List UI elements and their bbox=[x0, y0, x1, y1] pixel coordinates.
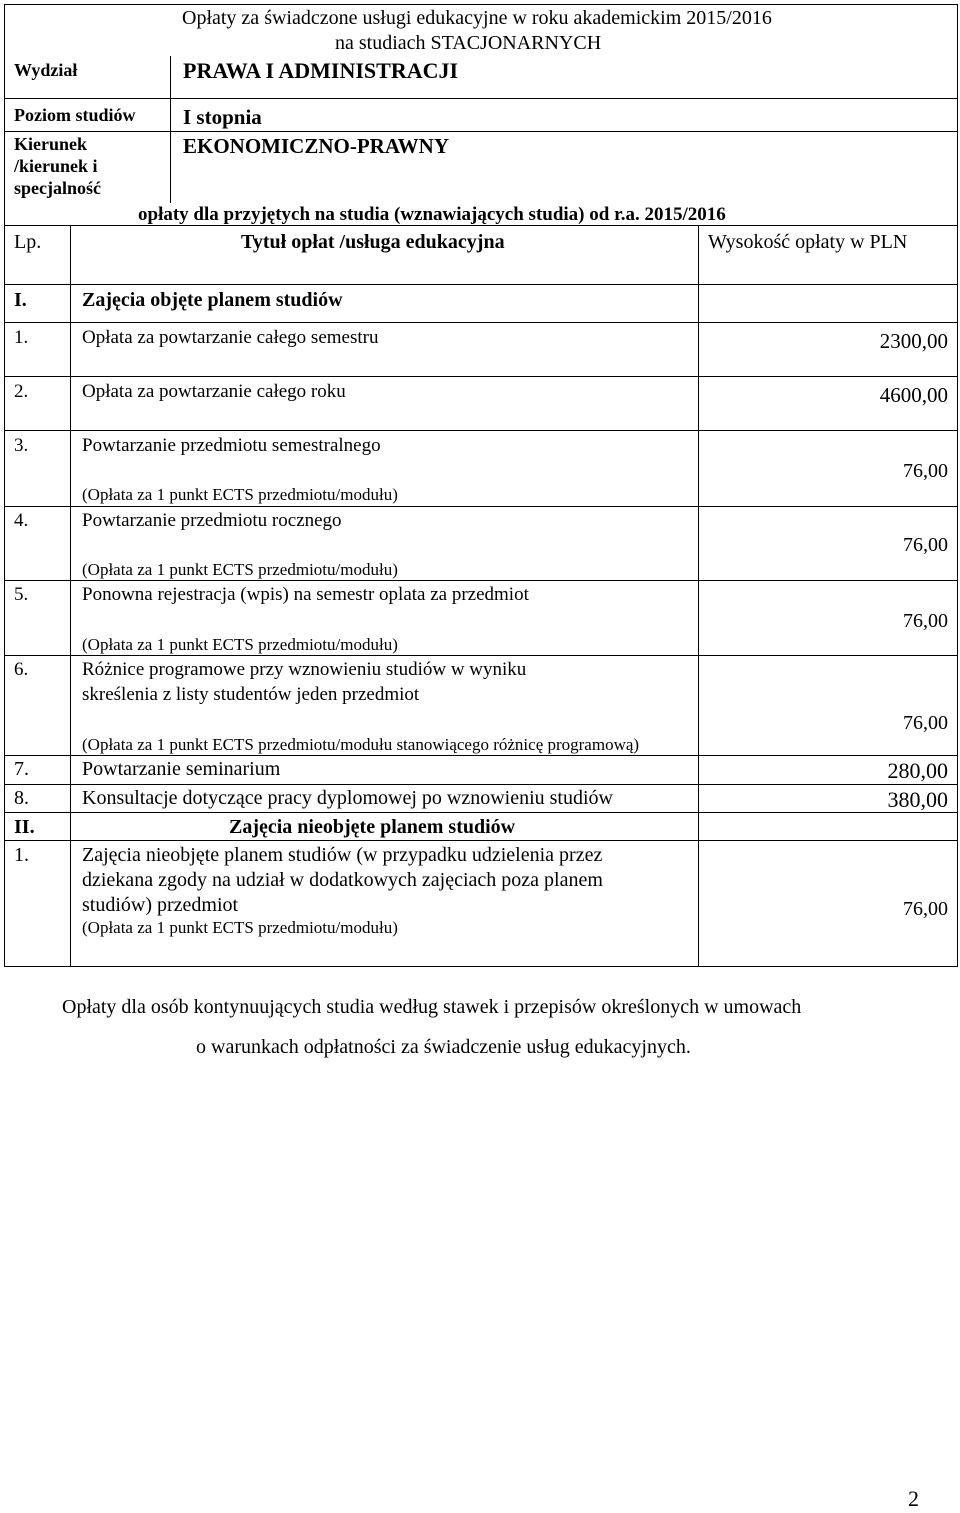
meta-divider bbox=[170, 56, 171, 203]
table-row-line bbox=[4, 840, 957, 841]
row-title: Zajęcia nieobjęte planem studiów (w przypadku udzielenia przez bbox=[82, 844, 603, 866]
row-amount: 76,00 bbox=[903, 712, 948, 734]
row-number: 1. bbox=[14, 327, 29, 348]
row-note: (Opłata za 1 punkt ECTS przedmiotu/modułu) bbox=[82, 635, 398, 654]
row-note: (Opłata za 1 punkt ECTS przedmiotu/modułu) bbox=[82, 918, 398, 937]
row-note: (Opłata za 1 punkt ECTS przedmiotu/modułu stanowiącego różnicę programową) bbox=[82, 735, 640, 754]
row-title-continued: skreślenia z listy studentów jeden przedmiot bbox=[82, 684, 420, 705]
page-title: Opłaty za świadczone usługi edukacyjne w roku akademickim 2015/2016 bbox=[182, 7, 772, 29]
row-number: 8. bbox=[14, 787, 29, 809]
faculty-label: Wydział bbox=[14, 60, 78, 80]
row-title-continued: studiów) przedmiot bbox=[82, 894, 239, 916]
row-amount: 380,00 bbox=[887, 787, 948, 812]
row-number: 3. bbox=[14, 435, 29, 456]
table-row-line bbox=[4, 284, 957, 285]
row-title: Powtarzanie seminarium bbox=[82, 758, 281, 780]
row-number: 6. bbox=[14, 659, 29, 680]
table-border-left bbox=[4, 4, 5, 966]
col-header-lp: Lp. bbox=[14, 231, 42, 253]
row-title: Opłata za powtarzanie całego roku bbox=[82, 381, 346, 402]
table-row-line bbox=[4, 376, 957, 377]
section-title: Zajęcia nieobjęte planem studiów bbox=[229, 816, 516, 838]
level-value: I stopnia bbox=[183, 105, 262, 129]
row-amount: 76,00 bbox=[903, 610, 948, 632]
row-title: Różnice programowe przy wznowieniu studiów w wyniku bbox=[82, 659, 527, 680]
level-label: Poziom studiów bbox=[14, 105, 136, 125]
table-row-line bbox=[4, 580, 957, 581]
table-border-right bbox=[957, 4, 958, 966]
table-row-line bbox=[4, 755, 957, 756]
row-title: Ponowna rejestracja (wpis) na semestr oplata za przedmiot bbox=[82, 584, 529, 605]
row-amount: 76,00 bbox=[903, 898, 948, 920]
table-row-line bbox=[4, 784, 957, 785]
faculty-value: PRAWA I ADMINISTRACJI bbox=[183, 58, 459, 83]
row-title: Powtarzanie przedmiotu rocznego bbox=[82, 510, 342, 531]
direction-label: /kierunek i bbox=[14, 156, 98, 176]
row-note: (Opłata za 1 punkt ECTS przedmiotu/modułu) bbox=[82, 485, 398, 504]
row-number: 4. bbox=[14, 510, 29, 531]
section-number: I. bbox=[14, 289, 27, 311]
row-number: 2. bbox=[14, 381, 29, 402]
table-row-line bbox=[4, 322, 957, 323]
row-amount: 76,00 bbox=[903, 460, 948, 482]
col-header-amount: Wysokość opłaty w PLN bbox=[708, 231, 908, 253]
row-note: (Opłata za 1 punkt ECTS przedmiotu/modułu) bbox=[82, 560, 398, 579]
row-amount: 76,00 bbox=[903, 534, 948, 556]
page-subtitle: na studiach STACJONARNYCH bbox=[335, 32, 602, 54]
table-row-line bbox=[4, 506, 957, 507]
section-number: II. bbox=[14, 816, 35, 838]
row-title-continued: dziekana zgody na udział w dodatkowych zajęciach poza planem bbox=[82, 869, 603, 891]
table-col-line bbox=[70, 225, 71, 966]
row-amount: 280,00 bbox=[887, 758, 948, 783]
section-title: Zajęcia objęte planem studiów bbox=[82, 289, 343, 311]
row-amount: 2300,00 bbox=[879, 329, 948, 353]
table-border-top bbox=[4, 4, 957, 5]
footer-note: Opłaty dla osób kontynuujących studia według stawek i przepisów określonych w umowach bbox=[62, 996, 802, 1018]
footer-note-continued: o warunkach odpłatności za świadczenie usług edukacyjnych. bbox=[196, 1036, 691, 1058]
row-title: Opłata za powtarzanie całego semestru bbox=[82, 327, 379, 348]
fees-subheading: opłaty dla przyjętych na studia (wznawiających studia) od r.a. 2015/2016 bbox=[138, 204, 726, 225]
table-col-line bbox=[698, 225, 699, 966]
direction-label: specjalność bbox=[14, 178, 101, 198]
table-border-bottom bbox=[4, 966, 958, 967]
meta-row-line bbox=[4, 131, 957, 132]
table-row-line bbox=[4, 655, 957, 656]
table-row-line bbox=[4, 430, 957, 431]
row-number: 7. bbox=[14, 758, 29, 780]
col-header-title: Tytuł opłat /usługa edukacyjna bbox=[241, 231, 505, 253]
row-amount: 4600,00 bbox=[879, 383, 948, 407]
row-title: Powtarzanie przedmiotu semestralnego bbox=[82, 435, 381, 456]
row-number: 5. bbox=[14, 584, 29, 605]
row-title: Konsultacje dotyczące pracy dyplomowej po wznowieniu studiów bbox=[82, 787, 613, 809]
direction-label: Kierunek bbox=[14, 134, 88, 154]
page-number: 2 bbox=[908, 1486, 919, 1511]
row-number: 1. bbox=[14, 844, 29, 866]
direction-value: EKONOMICZNO-PRAWNY bbox=[183, 134, 449, 158]
meta-row-line bbox=[4, 98, 957, 99]
